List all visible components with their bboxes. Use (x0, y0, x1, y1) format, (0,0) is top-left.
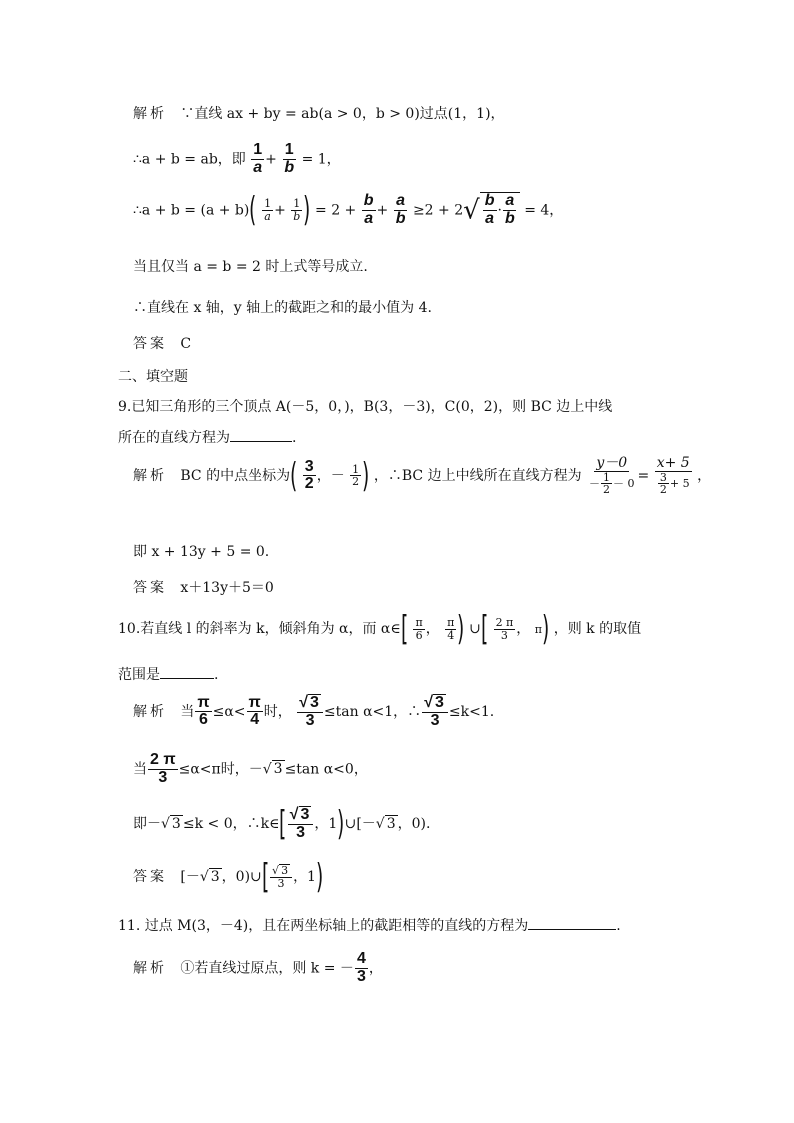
fraction-root3-over-3: $\frac{√ 3}{3}$ (270, 864, 292, 889)
answer-value: C (180, 336, 192, 352)
fraction-pi-over-6: $\frac{\pi}{6}$ (197, 693, 210, 729)
fraction-1-over-a: $\frac{1}{a}$ (253, 141, 263, 176)
q10-stem-line1: 10.若直线 l 的斜率为 k，倾斜角为 α，而 α∈[ $\frac{\pi}{6}$ ， $\frac{\pi}{4}$ ) ∪[ $\frac{2 \pi}{3}$ ， π) ，则 k 的取值 (118, 609, 642, 649)
fraction-root3-over-3: $\frac{√ 3}{3}$ (422, 694, 448, 730)
q11-stem (118, 915, 621, 935)
fraction-1-over-b: $\frac{1}{b}$ (284, 141, 295, 176)
fraction-pi-over-6: $\frac{\pi}{6}$ (415, 615, 423, 642)
fraction-root3-over-3: $\frac{√ 3}{3}$ (297, 694, 323, 730)
solution-label: 解析 (133, 467, 167, 484)
math-text: ∴a + b = ab，即 (133, 151, 246, 168)
math-text: = 4， (524, 202, 564, 219)
answer-blank[interactable] (528, 917, 616, 930)
q10-solution-line3: 即－√ 3 ≤k < 0，∴k∈[ $\frac{√ 3}{3}$ ，1)∪[－√ 3 ，0). (133, 803, 431, 844)
slope-fraction-left: y－0 － $\frac{1}{2}$ － 0 (589, 455, 635, 497)
q10-solution-line2: 当 $\frac{2 \pi}{3}$ ≤α<π时，－√ 3 ≤tan α<0， (133, 751, 368, 786)
stem-text: ，则 k 的取值 (553, 621, 642, 637)
q9-stem-line1: 9.已知三角形的三个顶点 A(－5，0，)，B(3，－3)，C(0，2)，则 BC 边上中线 (118, 399, 613, 415)
q9-solution-line1: 解析 BC 的中点坐标为( $\frac{3}{2}$ ，－ $\frac{1}{2}$ ) ，∴BC 边上中线所在直线方程为 y－0 － $\frac{1}{2}$ － 0 = x+ 5 $\frac{3}{2}$ + 5 ， (133, 455, 712, 497)
fraction-1-over-a-small: $\frac{1}{a}$ (264, 197, 272, 223)
solution-label: 解析 (133, 960, 167, 977)
slope-fraction-right: x+ 5 $\frac{3}{2}$ + 5 (656, 455, 690, 497)
fraction-root3-over-3: $\frac{√ 3}{3}$ (288, 806, 314, 842)
answer-label: 答案 (133, 336, 167, 352)
math-text: = 1， (301, 151, 341, 168)
solution-label: 解析 (133, 106, 167, 122)
q10-solution-line1: 解析 当 $\frac{\pi}{6}$ ≤α< $\frac{\pi}{4}$ 时， $\frac{√ 3}{3}$ ≤tan α<1，∴ $\frac{√ 3}{3}$ ≤k<1. (133, 693, 495, 729)
solution-text: ∵直线 ax + by = ab(a > 0，b > 0)过点(1，1)， (180, 106, 505, 122)
fraction-b-over-a: $\frac{b}{a}$ (363, 192, 374, 227)
q8-solution-line5: ∴直线在 x 轴，y 轴上的截距之和的最小值为 4. (133, 300, 432, 316)
answer-blank[interactable] (230, 429, 292, 442)
sqrt-expression: $\frac{b}{a}$ · $\frac{a}{b}$ (480, 192, 520, 228)
solution-label: 解析 (133, 703, 167, 720)
stem-text: 范围是 (118, 667, 160, 683)
fraction-pi-over-4: $\frac{\pi}{4}$ (248, 693, 261, 729)
fraction-1-over-2: $\frac{1}{2}$ (352, 462, 360, 489)
stem-text: . (616, 918, 621, 934)
math-text: ≥2 + 2 (412, 202, 464, 219)
fraction-a-over-b: $\frac{a}{b}$ (395, 192, 406, 227)
answer-label: 答案 (133, 580, 167, 596)
stem-text: . (292, 430, 297, 446)
fraction-1-over-b-small: $\frac{1}{b}$ (293, 197, 301, 223)
math-text: ， (697, 467, 712, 484)
stem-text: 11. 过点 M(3，－4)，且在两坐标轴上的截距相等的直线的方程为 (118, 918, 529, 934)
fraction-3-over-2: $\frac{3}{2}$ (304, 457, 314, 493)
fraction-2pi-over-3: $\frac{2 \pi}{3}$ (495, 615, 514, 642)
fraction-2pi-over-3: $\frac{2 \pi}{3}$ (150, 751, 176, 786)
fraction-4-over-3: $\frac{4}{3}$ (356, 950, 366, 985)
answer-value: x＋13y＋5＝0 (180, 580, 274, 596)
q8-answer (133, 333, 191, 353)
q9-solution-line2: 即 x + 13y + 5 = 0. (133, 544, 270, 560)
answer-label: 答案 (133, 869, 167, 885)
q8-solution-line1 (133, 103, 505, 123)
q8-solution-line2: ∴a + b = ab，即 $\frac{1}{a}$ + $\frac{1}{b}$ = 1， (133, 141, 341, 176)
q10-stem-line2 (118, 664, 218, 684)
q8-solution-line4: 当且仅当 a = b = 2 时上式等号成立. (133, 259, 368, 275)
stem-text: ∪ (469, 621, 481, 637)
q9-answer (133, 577, 274, 597)
section-heading: 二、填空题 (118, 369, 188, 385)
stem-text: 所在的直线方程为 (118, 430, 230, 446)
math-text: BC 的中点坐标为 (180, 467, 291, 484)
answer-blank[interactable] (160, 666, 214, 679)
stem-text: . (214, 667, 219, 683)
fraction-pi-over-4: $\frac{\pi}{4}$ (447, 615, 455, 642)
q9-stem-line2 (118, 427, 296, 447)
q11-solution-line1: 解析 ①若直线过原点，则 k = － $\frac{4}{3}$ ， (133, 950, 383, 985)
math-text: ，∴BC 边上中线所在直线方程为 (373, 467, 582, 484)
stem-text: 10.若直线 l 的斜率为 k，倾斜角为 α，而 α∈ (118, 621, 401, 637)
q10-answer: 答案 [－√ 3 ，0)∪[ $\frac{√ 3}{3}$ ，1) (133, 857, 324, 897)
math-text: = 2 + (315, 202, 357, 219)
math-text: ∴a + b = (a + b) (133, 202, 250, 219)
q8-solution-line3: ∴a + b = (a + b)( $\frac{1}{a}$ + $\frac{1}{b}$ ) = 2 + $\frac{b}{a}$ + $\frac{a}{b}$ ≥2 + 2√ $\frac{b}{a}$ · $\frac{a}{b}$ = 4， (133, 190, 564, 231)
